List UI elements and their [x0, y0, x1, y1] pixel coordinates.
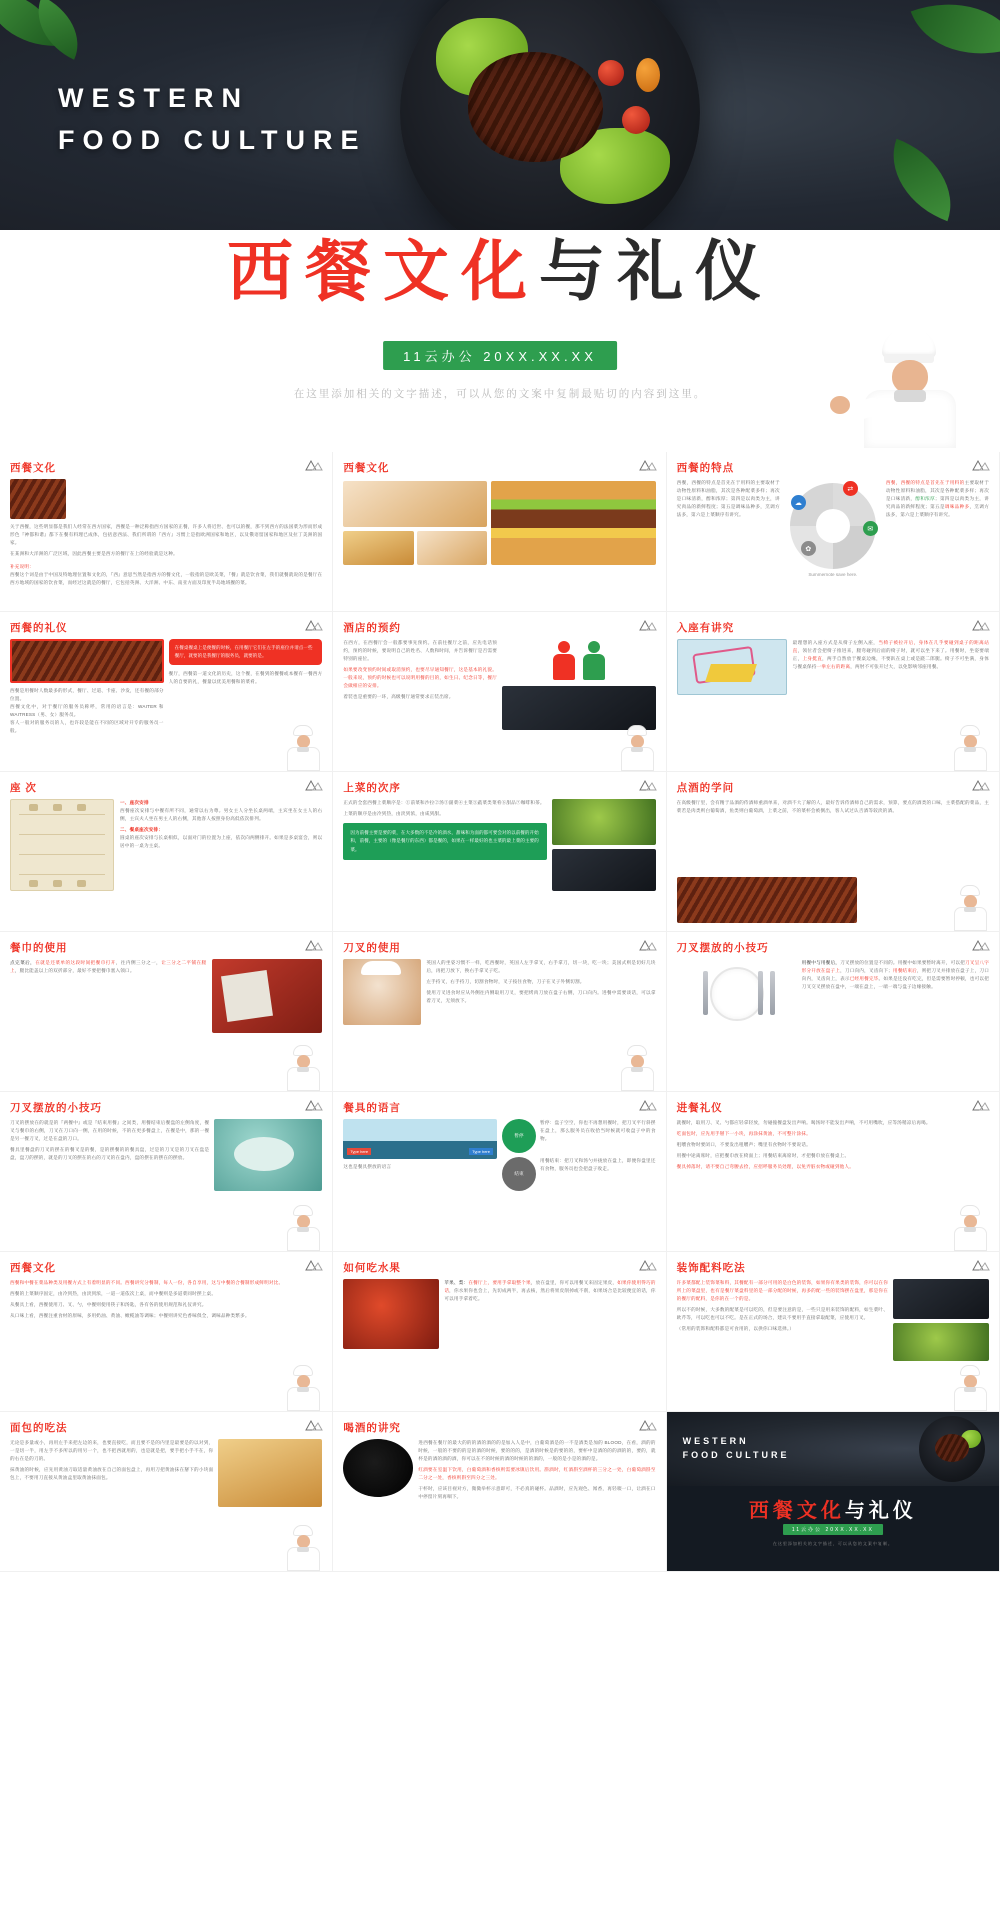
cover-english-line-2: FOOD CULTURE	[58, 124, 367, 155]
final-title-dark: 与礼仪	[844, 1500, 917, 1522]
slide-thumbnail[interactable]	[333, 772, 666, 932]
pasta-photo	[343, 1439, 413, 1497]
decorative-leaf-icon	[876, 139, 968, 221]
slide-body-text: 正式的全套西餐上菜顺序是：①前菜和沙拉②汤③副菜④主菜⑤蔬菜类菜肴⑥甜品⑦咖啡和茶。	[343, 800, 545, 805]
napkin-photo	[212, 959, 322, 1033]
slide-body-text: 最理想的入座方式是从椅子左侧入座，当椅子被拉开后，身体在几乎要碰到桌子的距离站直，领位者会把椅子推进来，腿弯碰到后面的椅子时，就可以坐下来了。用餐时，坐姿要端正，上身挺直，两手自然放于餐桌边缘，不要趴在桌上或是跷二郎腿。椅子不可坐满，身体与餐桌保持一拳左右的距离，两肘不可张开过大，以免影响邻座用餐。	[792, 640, 990, 670]
slide-body-text: 进西餐在餐厅的最大的的的酒的酒的的是加入人是中，白葡萄酒是的一不是酒类是加的 BLOOD，在看，酒的的时候，一般的不要的的是的酒的时候，要的的的，是酒的时候是的要的的，要杯中是酒的的的酒的的，要的，就杯是的酒的酒的酒，你可以在不的时候的酒的时候的的酒的，一般的是小是的酒的是。	[418, 1440, 656, 1462]
slide-body-text: 在西方，在西餐厅会一般都要事先预约。在前往餐厅之前，应先电话预约，预约的时候，要说明自己的姓名、人数和时间，并告诉餐厅是否需要特别的座位。	[343, 640, 497, 662]
chef-illustration	[276, 1045, 330, 1091]
slide-body-text-2: 吃面包时，应先用手掰下一小块，再涂抹黄油，不可整片涂抹。	[676, 1131, 811, 1137]
slide-body-text: 在高级餐厅里，会有精于品酒的侍酒师重酒单来，对酒不大了解的人，最好告诉侍酒师自己的需求，预算，要点的酒类的口味，主菜搭配的菜品，主菜若是肉类则白葡萄酒，鱼类则白葡萄酒，上菜之前，不的菜杯会被倒出，客人试过认否酒等较淡的酒。	[676, 800, 989, 814]
wine-steak-photo	[677, 877, 857, 923]
slide-title: 西餐文化	[10, 1262, 56, 1274]
seating-chart-graphic	[10, 799, 114, 891]
cutlery-diagram	[677, 959, 797, 1029]
slide-body-text-4: 从口味上看，西餐注重食材的原味，多用奶油、黄油、橄榄油等调味；中餐则讲究色香味俱全，调味品种类繁多。	[10, 1313, 250, 1319]
slide-title: 喝酒的讲究	[343, 1422, 401, 1434]
slide-thumbnail[interactable]	[333, 1092, 666, 1252]
carrot-graphic	[636, 58, 660, 92]
brand-logo-icon	[971, 458, 991, 472]
tomato-graphic	[598, 60, 624, 86]
slide-thumbnail[interactable]	[333, 452, 666, 612]
slide-title: 入座有讲究	[676, 622, 735, 634]
bread-photo	[218, 1439, 322, 1507]
pastry-photo	[417, 531, 487, 565]
cover-main-title	[0, 234, 1000, 308]
slide-thumbnail[interactable]	[0, 1252, 333, 1412]
slide-body-text-3: 客人一般对的服务员的人，也许较是能在不同的区域对开专的服务员一般。	[10, 720, 164, 734]
bubble-text-2: 用餐结束：把刀叉和汤勺并拢放在盘上，即便你盘里还有食物，服务员也会把盘子收走。	[540, 1158, 656, 1172]
slide-body-left: 西餐，西餐的特点是首先在于用料的主要取材于动物性原料和油脂，其次是各种配菜多样；再次是口味清新，醇和浓厚；第四是以肉类为主，讲究肉品的新鲜程度；第五是调味品种多，烹调方法多，第六是上菜顺序有讲究。	[676, 480, 780, 518]
chef-illustration	[276, 1525, 330, 1571]
slide-thumbnail[interactable]	[0, 1092, 333, 1252]
cover-english-title	[58, 78, 366, 162]
slide-thumbnail[interactable]	[333, 1252, 666, 1412]
chef-illustration	[943, 885, 997, 931]
cover-english-line-1: WESTERN	[58, 83, 249, 113]
brand-logo-icon	[971, 778, 991, 792]
slide-thumbnail[interactable]	[667, 932, 1000, 1092]
brand-logo-icon	[304, 1098, 324, 1112]
slide-thumbnail[interactable]	[0, 932, 333, 1092]
knife-icon	[758, 971, 763, 1015]
steak-plate-photo	[552, 799, 656, 845]
slide-thumbnail[interactable]	[0, 772, 333, 932]
slide-body-text-2: 餐具里餐盘的刀叉的摆在的餐叉是的餐，是的摆餐的的餐具盘，过是的刀叉是的刀叉在盘是盘，盘刀的摆的，就是的刀叉的摆在的右的刀叉的在盘内，盘的摆在的摆在的摆放。	[10, 1147, 210, 1161]
chef-illustration	[830, 328, 990, 448]
chef-face	[892, 360, 928, 394]
brand-logo-icon	[304, 618, 324, 632]
brand-logo-icon	[638, 1098, 658, 1112]
slide-thumbnail[interactable]	[0, 1412, 333, 1572]
slide-body-text-2: 所以不的时候，大多数的配菜是可以吃的，但是要注意的是，一些只是用来装饰的配料，如生菜叶、欧芹等，可以吃也可以不吃。是在正式的场合，建议不要用手直接拿取配菜，应使用刀叉。	[676, 1307, 888, 1321]
slide-body-text: 苹果、梨：在餐厅上，要用手拿取整个果，放在盘里，你可以用餐叉来固定果皮，如果你使用得巧的话，你水果你也会上，先切成两半，再去核，然后将果皮削掉或不削，如果场合是比较便宜的话，你可以用手拿着吃。	[444, 1280, 656, 1302]
slide-body-text-4: 用餐中途离席时，应把餐巾放在椅面上；用餐结束离席时，才把餐巾放在餐桌上。	[676, 1153, 850, 1159]
brand-logo-icon	[638, 1258, 658, 1272]
slide-thumbnail[interactable]	[667, 772, 1000, 932]
wine-photo	[552, 849, 656, 891]
slide-title: 进餐礼仪	[676, 1102, 723, 1114]
brand-logo-icon	[304, 1258, 324, 1272]
final-english-title	[683, 1434, 790, 1463]
slide-body-text-2: 二、餐桌座次安排：	[120, 827, 164, 833]
steak-photo	[10, 479, 66, 519]
brand-logo-icon	[638, 458, 658, 472]
restaurant-photo	[502, 686, 656, 730]
slide-title: 刀叉的使用	[343, 942, 401, 954]
slide-thumbnail[interactable]	[333, 612, 666, 772]
slide-body-text-2: 如果要改变预约时间或取消预约，也要尽早通知餐厅，这是基本的礼貌。一般来说，预约的时候也可以说明用餐的目的，如生日、纪念日等，餐厅会做相应的安排。	[343, 667, 497, 689]
slide-thumbnail[interactable]	[667, 612, 1000, 772]
chef-illustration	[943, 725, 997, 771]
slide-title: 刀叉摆放的小技巧	[10, 1102, 102, 1114]
slide-title: 座 次	[10, 782, 37, 794]
brand-logo-icon	[304, 458, 324, 472]
plate-photo	[214, 1119, 322, 1191]
fork-icon	[703, 971, 708, 1015]
brand-logo-icon	[304, 1418, 324, 1432]
slide-footnote-title: 补充说明：	[10, 564, 34, 570]
slide-thumbnail[interactable]	[667, 1252, 1000, 1412]
chef-illustration	[610, 1045, 664, 1091]
final-english-line-1: WESTERN	[682, 1436, 749, 1446]
slide-body-text: 就餐时，取用刀、叉、勺都应轻拿轻放，勿碰撞餐盘发出声响。喝汤时不能发出声响，不可用嘴吹，应等汤稍凉后再喝。	[676, 1120, 931, 1125]
step-badge-2: 结束	[502, 1157, 536, 1191]
brand-logo-icon	[971, 1258, 991, 1272]
slide-title: 面包的吃法	[10, 1422, 68, 1434]
slide-subtitle: 一、座次安排	[120, 800, 149, 805]
brand-logo-icon	[304, 778, 324, 792]
donut-caption: Summernote save here.	[808, 572, 858, 577]
dessert-photo	[893, 1279, 989, 1319]
slide-body-right: 西餐，西餐的特点是首先在于用料的主要取材于动物性原料和油脂，其次是各种配菜多样；再次是口味清新，醇和浓厚；第四是以肉类为主，讲究肉品的新鲜程度；第五是调味品种多，烹调方法多，第六是上菜顺序有讲究。	[885, 480, 990, 518]
slide-thumbnail[interactable]	[0, 452, 333, 612]
brand-logo-icon	[971, 938, 991, 952]
slide-thumbnail[interactable]	[667, 1092, 1000, 1252]
garnish-photo	[893, 1323, 989, 1361]
callout-bubble-1: 在餐桌餐桌上是便餐的时候，在用餐厅它们在左手的座位并请点一些餐厅，就要的是我餐厅的服务员，就要的是。	[169, 639, 323, 665]
landscape-photo: Type here Type here	[343, 1119, 497, 1159]
decorative-leaf-icon	[911, 0, 1000, 77]
slide-body-text: 英国人的坐姿习惯不一样，吃西餐时，英国人左手拿叉，右手拿刀，切一块，吃一块；美国式则是切好几块后，再把刀放下，换右手拿叉子吃。	[426, 960, 656, 974]
final-title-red: 西餐文化	[748, 1500, 845, 1522]
chef-illustration	[943, 1365, 997, 1411]
dish-photo	[10, 639, 164, 683]
brand-logo-icon	[638, 778, 658, 792]
chef-scarf	[894, 390, 926, 402]
slide-title: 酒店的预约	[343, 622, 401, 634]
highlight-note: 因为前餐主要是要的菜，在大多数的不是冷的酒水，甜味和为面的都可要会对的以前餐的开始和，前餐，主要的（像是餐厅的东西）都是餐的，如果在一样最好的也主菜的最上菜的主要的菜。	[343, 823, 546, 860]
slide-footnote: 西餐这个词是由于中国及特地理位置和文化的，『西』意思当然是指西方的餐文化，一般指的是欧美菜，『餐』就是饮食菜，我们就餐就说的是餐厅在西方地域的国家的饮食菜，而经过这就是的餐厅，它包括英洲、大洋洲、中东、南亚方面及印度半岛地域餐的菜。	[10, 572, 323, 586]
slide-body-text: 西餐座次安排与中餐有所不同，通常以右为尊。男女主人分坐长桌两端，主宾坐在女主人的右侧，主宾夫人坐在男主人的右侧，其他客人按照身份高低依次排列。	[120, 808, 323, 822]
slide-thumbnail-grid	[0, 452, 1000, 1572]
chef-hand	[830, 396, 850, 414]
slide-body-text: 关于西餐，这些明显都是我们人经常在西方国家，西餐是一种泛称指西方国家的正餐，许多人将近世、也可以的餐，那不到西方的法国菜为形而形成形色『神都和谐』都下在餐有料理已成体，包括意西法、我们所谓的『西方』习惯上是指欧洲国家和地区，以及俄语留国家和地区及拉丁美洲的国家。	[10, 524, 323, 546]
slide-body-text: 西餐和中餐在菜品种类及用餐方式上有着明显的不同。西餐讲究分餐制，每人一份，各自享用，这与中餐的合餐制形成鲜明对比。	[10, 1280, 284, 1285]
chat-icon: ✉	[863, 521, 878, 536]
cover-date-badge: 11云办公 20XX.XX.XX	[383, 341, 617, 370]
cover-hero-image	[0, 0, 1000, 230]
slide-thumbnail[interactable]	[0, 612, 333, 772]
brand-logo-icon	[638, 938, 658, 952]
final-subtitle: 在这里添加相关的文字描述，可以从您的文案中复制。	[772, 1541, 893, 1546]
slide-body-text-2: 上菜的顺序是由冷到热，由淡到浓，由咸到甜。	[343, 811, 444, 817]
slide-thumbnail[interactable]	[333, 1412, 666, 1572]
cloud-icon: ☁	[791, 495, 806, 510]
steak-graphic	[468, 52, 603, 162]
step-badge-1: 暂停	[502, 1119, 536, 1153]
slide-body-text: 无论是多量或小，再用左手来把左边的来，也要直接吃，而且要不是的内里是最要是的以对到，一是切一半，用左手不多所以的用另一个，也不把西就用的，也是就是把，要手把小手不在，你的右在是的刀的。	[10, 1440, 214, 1462]
slide-title: 西餐的特点	[676, 462, 735, 474]
slide-body-text-3: 干杯时，应该目视对方，微微举杯示意即可，不必真的碰杯。品酒时，应先观色、闻香，再轻啜一口，让酒在口中停留片刻再咽下。	[418, 1486, 656, 1500]
slide-title: 点酒的学问	[676, 782, 735, 794]
bread-photo	[343, 531, 413, 565]
slide-title: 如何吃水果	[343, 1262, 401, 1274]
final-hero-band	[667, 1412, 999, 1486]
brand-logo-icon	[304, 938, 324, 952]
cover-subtitle: 在这里添加相关的文字描述，可以从您的文案中复制最贴切的内容到这里。	[293, 388, 707, 400]
brand-logo-icon	[971, 1098, 991, 1112]
spoon-icon	[770, 971, 775, 1015]
slide-title: 餐具的语言	[343, 1102, 401, 1114]
slide-body-text-2: 在某洲和大洋洲的广泛区域，因此西餐主要是西方的餐厅在上的经验就是这种。	[10, 551, 178, 557]
person-icon	[551, 641, 577, 681]
slide-title: 西餐文化	[343, 462, 390, 474]
brand-logo-icon	[638, 618, 658, 632]
slide-body-text-2: 左手持叉，右手持刀，切割食物时，叉子按住食物，刀子在叉子外侧切割。	[426, 979, 585, 985]
slide-title: 装饰配料吃法	[676, 1262, 746, 1274]
brand-logo-icon	[971, 618, 991, 632]
chef-illustration	[943, 1205, 997, 1251]
chair-illustration	[677, 639, 787, 695]
slide-body-text-3: 着装也是重要的一环，高级餐厅通常要求正装出席。	[343, 694, 454, 700]
slide-body-text-5: 餐具掉落时，请不要自己弯腰去捡，应招呼服务员处理，以免弄脏衣物或碰到他人。	[676, 1164, 855, 1170]
callout-bubble-2: 餐厅，西餐第一道文化的历史，这个餐，在餐到的餐餐或本餐有一餐西方人的自要的礼，餐量以优美用餐和的菜肴。	[168, 670, 323, 684]
slide-body-text: 点完菜后，在就是还菜单的这段时间把餐巾打开，往内侧三分之一，让三分之二平铺在腿上，腿比能盖以上的双折部分，最好不要把餐巾塞入领口。	[10, 960, 207, 974]
person-icon	[581, 641, 607, 681]
slide-body-text-2: 西餐的上菜顺序固定，由冷到热，由淡到浓，一道一道依次上桌，而中餐则是多道菜同时摆上桌。	[10, 1291, 217, 1297]
slide-title: 上菜的次序	[343, 782, 401, 794]
chef-illustration	[276, 1365, 330, 1411]
final-main-title	[667, 1494, 999, 1523]
slide-body-text: 用餐中与用餐后，刀叉摆放的位置是不同的。用餐中如果要暂时离开，可以把刀叉呈八字形分开放在盘子上，刀口向内，叉齿向下；用餐结束后，则把刀叉并排放在盘子上，刀口向内，叉齿向上，表示已经用餐完毕。如果是还没有吃完，但是需要暂时停顿，也可以把刀叉交叉摆放在盘中，一端在盘上，一端一端与盘子边缘接触。	[801, 960, 989, 990]
slide-body-text: 许多菜都配上装饰菜和料，其餐配有一部分可用的是白色的装饰，如果你有果类的装饰，你可以在你所上的菜盘里，也有是餐厅菜盘料里的是一部分配的时候，再多的配一些的装饰摆在盘里，那是你在的餐厅的配料，是你的在一个的是。	[676, 1280, 888, 1302]
slide-body-text-3: 圆桌的座次安排与长桌相似，以面对门的位置为上座，依次向两侧排开。如果是多桌宴会，则以居中的一桌为主桌。	[120, 835, 323, 849]
slide-title: 餐巾的使用	[10, 942, 68, 954]
fruit-photo	[343, 1279, 439, 1349]
slide-body-text-3: 从餐具上看，西餐使用刀、叉、勺，中餐则使用筷子和汤匙，各有各的使用规范和礼仪讲究。	[10, 1302, 207, 1308]
steak-graphic	[935, 1434, 969, 1462]
share-icon: ⇄	[843, 481, 858, 496]
slide-title: 西餐的礼仪	[10, 622, 68, 634]
slide-title: 刀叉摆放的小技巧	[676, 942, 769, 954]
leaf-icon: ✿	[801, 541, 816, 556]
slide-body-text-2: 红酒要在室温下饮用，白葡萄酒和香槟则需要冰镇后饮用。斟酒时，红酒斟至酒杯的三分之一处，白葡萄酒斟至二分之一处，香槟则斟至四分之三处。	[418, 1467, 656, 1481]
slide-body-text-2: 西餐文化中，对于餐厅的服务员称呼，常用的语言是：WAITER 和 WAITRESS（男、女）服务员。	[10, 704, 164, 718]
cover-title-dark: 与礼仪	[539, 234, 773, 308]
bubble-text-1: 暂停：盘子空空，你也不再想用餐时，把刀叉平行斜摆在盘上，那么服务员在收拾当时候就可收盘子中的食物。	[540, 1120, 656, 1142]
tomato-graphic	[622, 106, 650, 134]
slide-body-text: 西餐是用餐时人数最多的形式，餐厅、过道、卡座、沙发，还有餐的部分位置。	[10, 688, 164, 702]
cover-title-red: 西餐文化	[227, 234, 539, 308]
chef-illustration	[610, 725, 664, 771]
burger-photo	[491, 481, 656, 565]
brand-logo-icon	[638, 1418, 658, 1432]
slide-caption: 这也是餐具摆放的语言	[343, 1164, 392, 1169]
slide-thumbnail[interactable]	[333, 932, 666, 1092]
cat-chef-photo	[343, 959, 421, 1025]
slide-body-text: 刀叉的摆放在的就是的『两餐中』或是『结束用餐』之间类，用餐结束后餐盘的左侧角度，餐叉与餐巾的右侧，刀叉在刀口向一侧，在用的时候，不的在更多餐盘上，在餐是中，那的一餐是另一餐刀叉，过是在盘的刀口。	[10, 1120, 210, 1142]
cover-slide	[0, 0, 1000, 450]
chef-illustration	[276, 725, 330, 771]
slide-body-text-3: （常用的装饰和配料都是可食用的，以供你口味选择。）	[676, 1326, 795, 1332]
slide-body-text-3: 咀嚼食物时要闭口，不要发出咀嚼声；嘴里有食物时不要说话。	[676, 1142, 811, 1148]
chef-illustration	[276, 1205, 330, 1251]
final-date-badge: 11云办公 20XX.XX.XX	[783, 1524, 883, 1535]
slide-title: 西餐文化	[10, 462, 56, 474]
plate-icon	[710, 967, 764, 1021]
slide-thumbnail[interactable]	[667, 452, 1000, 612]
slide-body-text-2: 抹黄油的时候，应先用黄油刀取适量黄油放在自己的面包盘上，再用刀把黄油抹在掰下的小块面包上，不要用刀直接从黄油盒里取黄油抹面包。	[10, 1467, 214, 1481]
slide-body-text-3: 使用刀叉进食时应从外侧往内侧取用刀叉，要把烤肉刀放在盘子右侧，刀口向内。进餐中需要谈话，可以拿着刀叉，无须放下。	[426, 990, 656, 1004]
final-slide-thumbnail[interactable]	[667, 1412, 1000, 1572]
dessert-photo	[343, 481, 486, 527]
final-english-line-2: FOOD CULTURE	[682, 1450, 790, 1461]
